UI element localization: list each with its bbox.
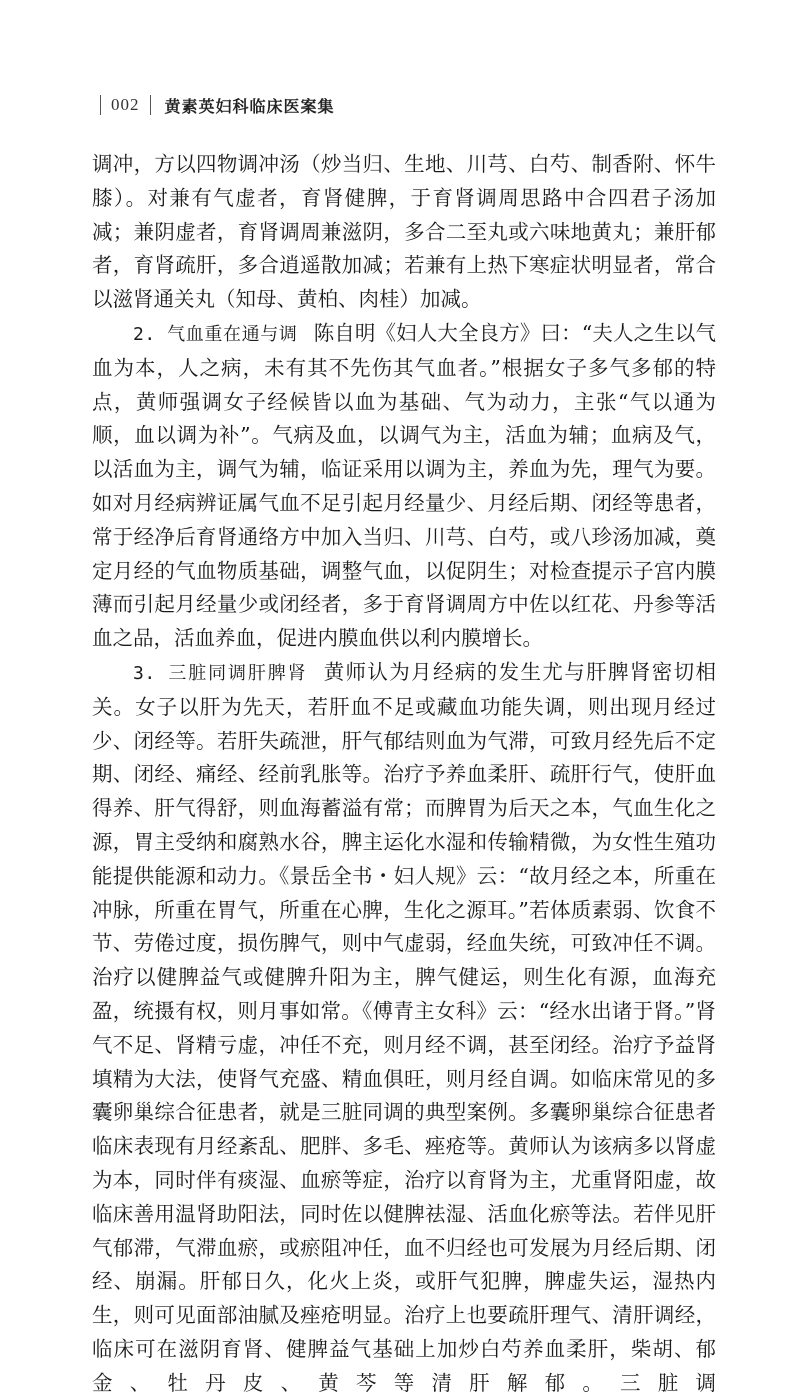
- header-rule-left: [100, 95, 101, 115]
- header-rule-right: [150, 95, 151, 115]
- section-heading-3: 3. 三脏同调肝脾肾: [133, 662, 308, 684]
- paragraph-text: 调冲，方以四物调冲汤（炒当归、生地、川芎、白芍、制香附、怀牛膝）。对兼有气虚者，育肾健脾，于育肾调周思路中合四君子汤加减；兼阴虚者，育肾调周兼滋阴，多合二至丸或六味地黄丸；兼肝郁者，育肾疏肝，多合逍遥散加减；若兼有上热下寒症状明显者，常合以滋肾通关丸（知母、黄柏、肉桂）加减。: [92, 152, 716, 312]
- paragraph-three-organs: [92, 656, 716, 1400]
- paragraph-continuation: [92, 148, 716, 317]
- section-heading-2: 2. 气血重在通与调: [133, 323, 298, 345]
- page-number: 002: [111, 95, 140, 114]
- paragraph-qi-blood: [92, 317, 716, 656]
- running-header: [100, 90, 335, 120]
- body-text: [92, 148, 716, 1400]
- paragraph-text: 陈自明《妇人大全良方》曰：“夫人之生以气血为本，人之病，未有其不先伤其气血者。”根据女子多气多郁的特点，黄师强调女子经候皆以血为基础、气为动力，主张“气以通为顺，血以调为补”。气病及血，以调气为主，活血为辅；血病及气，以活血为主，调气为辅，临证采用以调为主，养血为先，理气为要。如对月经病辨证属气血不足引起月经量少、月经后期、闭经等患者，常于经净后育肾通络方中加入当归、川芎、白芍，或八珍汤加减，奠定月经的气血物质基础，调整气血，以促阴生；对检查提示子宫内膜薄而引起月经量少或闭经者，多于育肾调周方中佐以红花、丹参等活血之品，活血养血，促进内膜血供以利内膜增长。: [92, 320, 716, 651]
- book-title: 黄素英妇科临床医案集: [164, 96, 335, 116]
- paragraph-text: 黄师认为月经病的发生尤与肝脾肾密切相关。女子以肝为先天，若肝血不足或藏血功能失调，则出现月经过少、闭经等。若肝失疏泄，肝气郁结则血为气滞，可致月经先后不定期、闭经、痛经、经前乳胀等。治疗予养血柔肝、疏肝行气，使肝血得养、肝气得舒，则血海蓄溢有常；而脾胃为后天之本，气血生化之源，胃主受纳和腐熟水谷，脾主运化水湿和传输精微，为女性生殖功能提供能源和动力。《景岳全书・妇人规》云：“故月经之本，所重在冲脉，所重在胃气，所重在心脾，生化之源耳。”若体质素弱、饮食不节、劳倦过度，损伤脾气，则中气虚弱，经血失统，可致冲任不调。治疗以健脾益气或健脾升阳为主，脾气健运，则生化有源，血海充盈，统摄有权，则月事如常。《傅青主女科》云：“经水出诸于肾。”肾气不足、肾精亏虚，冲任不充，则月经不调，甚至闭经。治疗予益肾填精为大法，使肾气充盛、精血俱旺，则月经自调。如临床常见的多囊卵巢综合征患者，就是三脏同调的典型案例。多囊卵巢综合征患者临床表现有月经紊乱、肥胖、多毛、痤疮等。黄师认为该病多以肾虚为本，同时伴有痰湿、血瘀等症，治疗以育肾为主，尤重肾阳虚，故临床善用温肾助阳法，同时佐以健脾祛湿、活血化瘀等法。若伴见肝气郁滞，气滞血瘀，或瘀阻冲任，血不归经也可发展为月经后期、闭经、崩漏。肝郁日久，化火上炎，或肝气犯脾，脾虚失运，湿热内生，则可见面部油腻及痤疮明显。治疗上也要疏肝理气、清肝调经，临床可在滋阴育肾、健脾益气基础上加炒白芍养血柔肝，柴胡、郁金、牡丹皮、黄芩等清肝解郁。三脏调: [92, 659, 717, 1395]
